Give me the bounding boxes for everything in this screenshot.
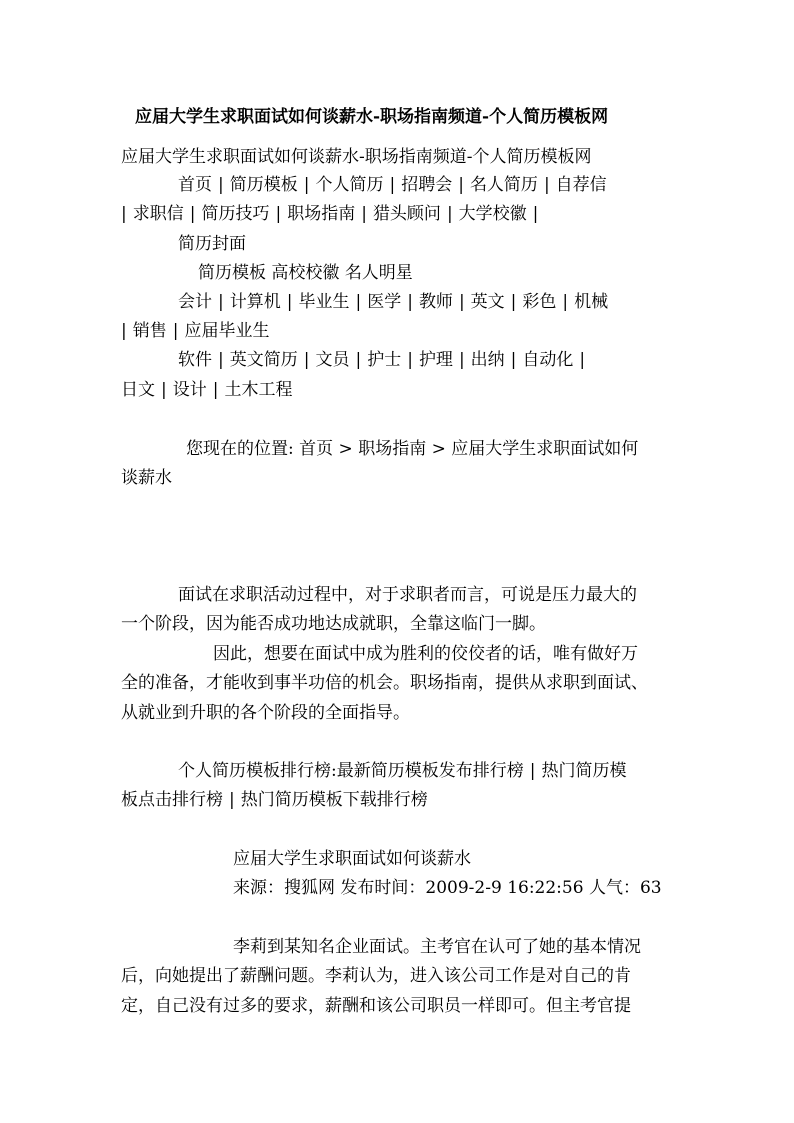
article-heading: 应届大学生求职面试如何谈薪水 xyxy=(233,849,471,869)
nav-row-3-cont: | 销售 | 应届毕业生 xyxy=(121,321,270,341)
nav-link-celebrity-resume[interactable]: 名人简历 xyxy=(469,175,538,195)
ranking-link-popular-clicks-cont[interactable]: 板点击排行榜 xyxy=(121,790,223,810)
nav-link-teacher[interactable]: 教师 xyxy=(418,292,453,312)
breadcrumb-current: 应届大学生求职面试如何 xyxy=(451,439,639,459)
page-subtitle: 应届大学生求职面试如何谈薪水-职场指南频道-个人简历模板网 xyxy=(121,147,592,167)
intro-line: 一个阶段，因为能否成功地达成就职，全靠这临门一脚。 xyxy=(121,614,546,634)
nav-link-graduate[interactable]: 毕业生 xyxy=(298,292,350,312)
breadcrumb-home[interactable]: 首页 xyxy=(299,439,334,459)
nav-link-resume-templates[interactable]: 简历模板 xyxy=(229,175,298,195)
nav-link-nursing[interactable]: 护理 xyxy=(418,350,453,370)
nav-link-sales[interactable]: 销售 xyxy=(132,321,167,341)
nav-link-job-fair[interactable]: 招聘会 xyxy=(401,175,453,195)
nav-row-2 xyxy=(198,263,413,283)
nav-link-fresh-graduate[interactable]: 应届毕业生 xyxy=(184,321,270,341)
nav-link-personal-resume[interactable]: 个人简历 xyxy=(315,175,384,195)
nav-row-3: 会计 | 计算机 | 毕业生 | 医学 | 教师 | 英文 | 彩色 | 机械 xyxy=(178,292,609,312)
breadcrumb-channel[interactable]: 职场指南 xyxy=(358,439,427,459)
breadcrumb-separator: > xyxy=(431,439,446,459)
article-paragraph-line: 定，自己没有过多的要求，薪酬和该公司职员一样即可。但主考官提 xyxy=(121,996,631,1016)
breadcrumb-current-cont: 谈薪水 xyxy=(121,468,172,488)
nav-link-home[interactable]: 首页 xyxy=(178,175,212,195)
nav-link-nurse[interactable]: 护士 xyxy=(367,350,402,370)
nav-row-1-cont: | 求职信 | 简历技巧 | 职场指南 | 猎头顾问 | 大学校徽 | xyxy=(121,204,539,224)
nav-link-headhunter[interactable]: 猎头顾问 xyxy=(372,204,441,224)
nav-link-civil-engineering[interactable]: 土木工程 xyxy=(224,380,293,400)
nav-link-career-guide[interactable]: 职场指南 xyxy=(287,204,356,224)
nav-link-japanese[interactable]: 日文 xyxy=(121,380,155,400)
ranking-link-popular-downloads[interactable]: 热门简历模板下载排行榜 xyxy=(240,790,428,810)
page-title: 应届大学生求职面试如何谈薪水-职场指南频道-个人简历模板网 xyxy=(135,107,609,127)
nav-link-accounting[interactable]: 会计 xyxy=(178,292,212,312)
nav-link-color[interactable]: 彩色 xyxy=(522,292,557,312)
ranking-row: 个人简历模板排行榜:最新简历模板发布排行榜 | 热门简历模 xyxy=(178,761,627,781)
article-paragraph-line: 后，向她提出了薪酬问题。李莉认为，进入该公司工作是对自己的肯 xyxy=(121,966,631,986)
intro-line: 全的准备，才能收到事半功倍的机会。职场指南，提供从求职到面试、 xyxy=(121,673,648,693)
nav-link-college-badges[interactable]: 高校校徽 xyxy=(271,263,340,283)
breadcrumb-separator: > xyxy=(338,439,353,459)
nav-link-mechanical[interactable]: 机械 xyxy=(574,292,609,312)
article-meta: 来源：搜狐网 发布时间：2009-2-9 16:22:56 人气：63 xyxy=(233,878,662,898)
nav-link-design[interactable]: 设计 xyxy=(172,380,207,400)
nav-link-celebrities[interactable]: 名人明星 xyxy=(344,263,413,283)
ranking-link-latest[interactable]: 最新简历模板发布排行榜 xyxy=(336,761,524,781)
breadcrumb-prefix: 您现在的位置: xyxy=(186,439,294,459)
nav-link-templates[interactable]: 简历模板 xyxy=(198,263,266,283)
intro-line: 面试在求职活动过程中，对于求职者而言，可说是压力最大的 xyxy=(178,585,637,605)
ranking-link-popular-clicks[interactable]: 热门简历模 xyxy=(541,761,627,781)
intro-line: 因此，想要在面试中成为胜利的佼佼者的话，唯有做好万 xyxy=(213,644,638,664)
nav-link-self-recommendation[interactable]: 自荐信 xyxy=(555,175,607,195)
nav-link-cashier[interactable]: 出纳 xyxy=(470,350,505,370)
nav-link-english-resume[interactable]: 英文简历 xyxy=(229,350,298,370)
intro-line: 从就业到升职的各个阶段的全面指导。 xyxy=(121,703,410,723)
nav-link-automation[interactable]: 自动化 xyxy=(522,350,574,370)
nav-link-medicine[interactable]: 医学 xyxy=(367,292,402,312)
nav-row-1: 首页 | 简历模板 | 个人简历 | 招聘会 | 名人简历 | 自荐信 xyxy=(178,175,607,195)
nav-row-4-cont: 日文 | 设计 | 土木工程 xyxy=(121,380,293,400)
article-paragraph-line: 李莉到某知名企业面试。主考官在认可了她的基本情况 xyxy=(233,937,641,957)
nav-row-1-end xyxy=(178,234,246,254)
nav-link-resume-tips[interactable]: 简历技巧 xyxy=(201,204,270,224)
nav-link-computer[interactable]: 计算机 xyxy=(229,292,281,312)
nav-link-english[interactable]: 英文 xyxy=(470,292,505,312)
ranking-label: 个人简历模板排行榜: xyxy=(178,761,337,781)
nav-row-4: 软件 | 英文简历 | 文员 | 护士 | 护理 | 出纳 | 自动化 | xyxy=(178,350,586,370)
nav-link-software[interactable]: 软件 xyxy=(178,350,212,370)
nav-link-clerk[interactable]: 文员 xyxy=(315,350,350,370)
nav-link-application-letter[interactable]: 求职信 xyxy=(132,204,184,224)
ranking-row-cont: 板点击排行榜 | 热门简历模板下载排行榜 xyxy=(121,790,428,810)
nav-link-resume-cover[interactable]: 简历封面 xyxy=(178,234,246,254)
nav-link-university-badge[interactable]: 大学校徽 xyxy=(458,204,527,224)
breadcrumb xyxy=(186,439,638,459)
